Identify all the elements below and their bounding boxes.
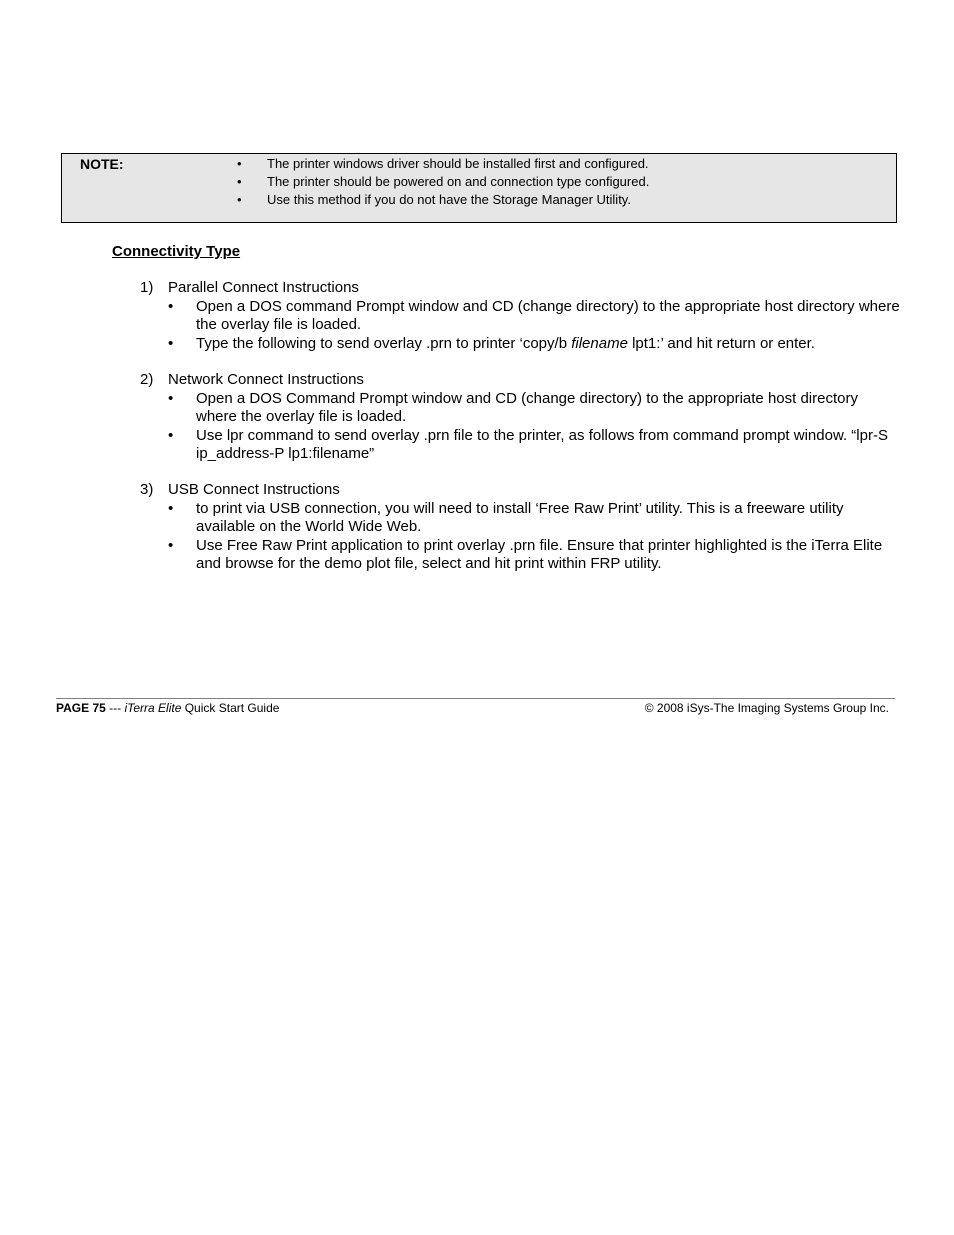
step-title: USB Connect Instructions xyxy=(168,481,340,498)
note-item: • Use this method if you do not have the Storage Manager Utility. xyxy=(237,191,649,209)
steps-list xyxy=(140,279,900,591)
step-network xyxy=(140,371,900,463)
section-title: Connectivity Type xyxy=(112,243,241,260)
note-box xyxy=(61,153,897,223)
step-heading xyxy=(140,279,900,297)
step-bullet xyxy=(140,335,900,353)
step-heading xyxy=(140,481,900,499)
step-number: 3) xyxy=(140,481,154,498)
step-bullets xyxy=(140,298,900,353)
guide-name: Quick Start Guide xyxy=(181,701,280,715)
note-list xyxy=(237,155,649,209)
step-bullets xyxy=(140,390,900,463)
step-bullet: • Open a DOS Command Prompt window and CD (change directory) to the appropriate host directory where the overlay file is loaded. xyxy=(140,390,900,426)
step-bullet: • Use lpr command to send overlay .prn file to the printer, as follows from command prompt window. “lpr-S ip_address-P lp1:filename” xyxy=(140,427,900,463)
footer-divider xyxy=(56,698,895,699)
step-parallel xyxy=(140,279,900,353)
step-usb xyxy=(140,481,900,573)
note-item: • The printer windows driver should be installed first and configured. xyxy=(237,155,649,173)
step-bullet: • Use Free Raw Print application to print overlay .prn file. Ensure that printer highlighted is the iTerra Elite and browse for the demo plot file, select and hit print within FRP utility. xyxy=(140,537,900,573)
step-bullets xyxy=(140,500,900,573)
page-number: PAGE 75 xyxy=(56,701,106,715)
step-heading xyxy=(140,371,900,389)
bullet-text: Type the following to send overlay .prn to printer ‘copy/b xyxy=(196,335,572,352)
footer-copyright: © 2008 iSys-The Imaging Systems Group Inc. xyxy=(644,701,889,715)
bullet-italic-text: filename xyxy=(571,335,628,352)
step-bullet: • Open a DOS command Prompt window and CD (change directory) to the appropriate host directory where the overlay file is loaded. xyxy=(140,298,900,334)
step-title: Parallel Connect Instructions xyxy=(168,279,359,296)
product-name: iTerra Elite xyxy=(124,701,182,715)
bullet-text: lpt1:’ and hit return or enter. xyxy=(627,335,815,352)
footer-separator: --- xyxy=(105,701,125,715)
step-number: 1) xyxy=(140,279,154,296)
step-bullet: • to print via USB connection, you will need to install ‘Free Raw Print’ utility. This is a freeware utility available on the World Wide Web. xyxy=(140,500,900,536)
note-label: NOTE: xyxy=(80,156,124,172)
step-number: 2) xyxy=(140,371,154,388)
footer-page-info xyxy=(56,701,279,715)
note-item: • The printer should be powered on and connection type configured. xyxy=(237,173,649,191)
step-title: Network Connect Instructions xyxy=(168,371,364,388)
